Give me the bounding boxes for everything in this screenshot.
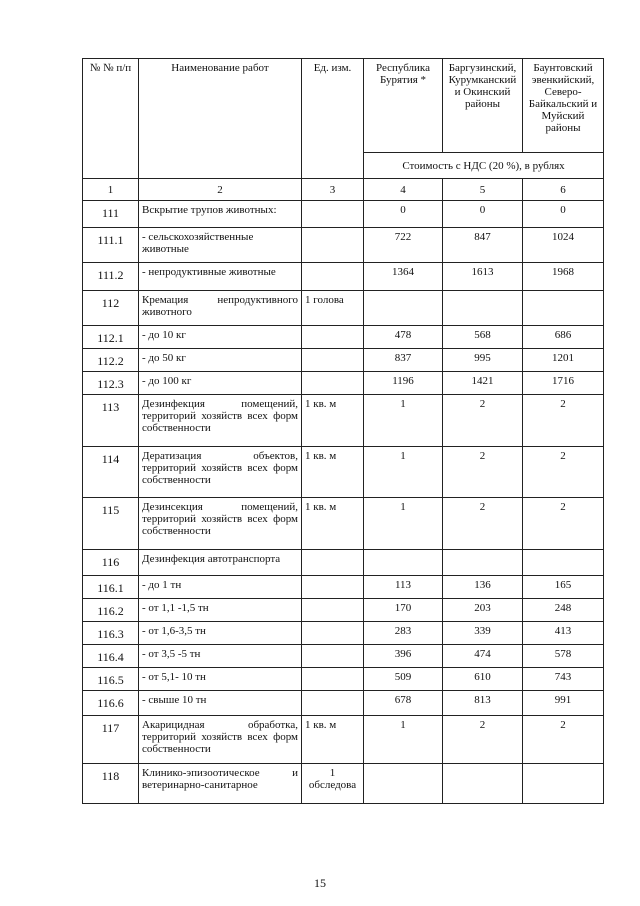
row-unit <box>302 263 364 291</box>
header-col-name: Наименование работ <box>139 59 302 179</box>
row-value-bauntovsky: 2 <box>523 395 604 447</box>
row-unit: 1 кв. м <box>302 395 364 447</box>
row-unit: 1 кв. м <box>302 498 364 550</box>
table-row <box>83 228 604 263</box>
row-value-buryatia: 396 <box>364 645 443 668</box>
row-value-bauntovsky: 991 <box>523 691 604 716</box>
row-code: 118 <box>83 764 139 804</box>
row-name: Клинико-эпизоотическое и ветеринарно-санитарное <box>139 764 302 804</box>
row-name: Кремация непродуктивного животного <box>139 291 302 326</box>
table-row <box>83 498 604 550</box>
row-code: 111.2 <box>83 263 139 291</box>
row-code: 116.1 <box>83 576 139 599</box>
row-value-barguzin <box>443 764 523 804</box>
row-unit <box>302 622 364 645</box>
header-col-unit: Ед. изм. <box>302 59 364 179</box>
row-value-barguzin: 813 <box>443 691 523 716</box>
table-row <box>83 349 604 372</box>
row-value-barguzin <box>443 550 523 576</box>
row-value-bauntovsky: 165 <box>523 576 604 599</box>
index-cell: 4 <box>364 179 443 201</box>
row-unit: 1 обследова <box>302 764 364 804</box>
row-code: 116.5 <box>83 668 139 691</box>
row-value-bauntovsky: 578 <box>523 645 604 668</box>
row-name: Дератизация объектов, территорий хозяйств всех форм собственности <box>139 447 302 498</box>
row-name: Акарицидная обработка, территорий хозяйств всех форм собственности <box>139 716 302 764</box>
row-value-buryatia: 1196 <box>364 372 443 395</box>
row-value-buryatia: 0 <box>364 201 443 228</box>
table-row <box>83 764 604 804</box>
row-value-barguzin: 203 <box>443 599 523 622</box>
header-col-bauntovsky: Баунтовский эвенкийский, Северо-Байкальский и Муйский районы <box>523 59 604 153</box>
table-row <box>83 447 604 498</box>
row-value-barguzin <box>443 291 523 326</box>
row-value-bauntovsky: 686 <box>523 326 604 349</box>
row-code: 116.4 <box>83 645 139 668</box>
table-row <box>83 645 604 668</box>
row-name: Дезинсекция помещений, территорий хозяйств всех форм собственности <box>139 498 302 550</box>
row-name: - от 5,1- 10 тн <box>139 668 302 691</box>
index-cell: 2 <box>139 179 302 201</box>
row-value-buryatia: 1 <box>364 447 443 498</box>
row-value-buryatia: 509 <box>364 668 443 691</box>
row-value-barguzin: 1613 <box>443 263 523 291</box>
row-value-barguzin: 474 <box>443 645 523 668</box>
header-col-buryatia: Республика Бурятия * <box>364 59 443 153</box>
row-value-bauntovsky: 1024 <box>523 228 604 263</box>
row-name: Вскрытие трупов животных: <box>139 201 302 228</box>
table-row <box>83 372 604 395</box>
row-value-buryatia: 113 <box>364 576 443 599</box>
row-value-barguzin: 339 <box>443 622 523 645</box>
row-value-buryatia: 1 <box>364 716 443 764</box>
header-col-number: № № п/п <box>83 59 139 179</box>
row-value-buryatia: 170 <box>364 599 443 622</box>
row-code: 117 <box>83 716 139 764</box>
row-name: - сельскохозяйственные животные <box>139 228 302 263</box>
row-value-buryatia: 1 <box>364 498 443 550</box>
row-code: 116 <box>83 550 139 576</box>
row-value-barguzin: 2 <box>443 716 523 764</box>
row-unit <box>302 576 364 599</box>
header-row <box>83 59 604 153</box>
row-code: 115 <box>83 498 139 550</box>
row-code: 112.3 <box>83 372 139 395</box>
row-value-buryatia: 478 <box>364 326 443 349</box>
table-row <box>83 691 604 716</box>
index-cell: 6 <box>523 179 604 201</box>
row-unit: 1 голова <box>302 291 364 326</box>
row-value-bauntovsky: 2 <box>523 498 604 550</box>
row-value-buryatia <box>364 764 443 804</box>
row-code: 112 <box>83 291 139 326</box>
row-name: Дезинфекция автотранспорта <box>139 550 302 576</box>
row-value-buryatia: 283 <box>364 622 443 645</box>
index-cell: 5 <box>443 179 523 201</box>
table-row <box>83 395 604 447</box>
row-name: Дезинфекция помещений, территорий хозяйств всех форм собственности <box>139 395 302 447</box>
index-cell: 1 <box>83 179 139 201</box>
row-code: 116.2 <box>83 599 139 622</box>
row-name: - до 10 кг <box>139 326 302 349</box>
row-value-barguzin: 1421 <box>443 372 523 395</box>
row-name: - от 1,6-3,5 тн <box>139 622 302 645</box>
table-row <box>83 576 604 599</box>
row-value-buryatia: 678 <box>364 691 443 716</box>
row-value-buryatia: 722 <box>364 228 443 263</box>
row-code: 112.1 <box>83 326 139 349</box>
row-value-barguzin: 610 <box>443 668 523 691</box>
row-unit <box>302 326 364 349</box>
row-code: 111.1 <box>83 228 139 263</box>
row-code: 113 <box>83 395 139 447</box>
row-code: 111 <box>83 201 139 228</box>
row-code: 112.2 <box>83 349 139 372</box>
row-value-bauntovsky: 248 <box>523 599 604 622</box>
row-unit <box>302 645 364 668</box>
table-row <box>83 201 604 228</box>
price-caption: Стоимость с НДС (20 %), в рублях <box>364 153 604 179</box>
row-value-buryatia: 1 <box>364 395 443 447</box>
table-row <box>83 599 604 622</box>
row-value-buryatia <box>364 291 443 326</box>
row-unit <box>302 550 364 576</box>
table-row <box>83 550 604 576</box>
row-name: - до 50 кг <box>139 349 302 372</box>
row-unit <box>302 668 364 691</box>
row-unit <box>302 691 364 716</box>
row-value-barguzin: 2 <box>443 498 523 550</box>
row-value-barguzin: 847 <box>443 228 523 263</box>
row-name: - непродуктивные животные <box>139 263 302 291</box>
price-table <box>82 58 604 804</box>
row-name: - до 1 тн <box>139 576 302 599</box>
row-value-barguzin: 568 <box>443 326 523 349</box>
row-name: - от 1,1 -1,5 тн <box>139 599 302 622</box>
row-value-bauntovsky: 2 <box>523 447 604 498</box>
table-row <box>83 263 604 291</box>
row-value-bauntovsky <box>523 764 604 804</box>
row-value-buryatia <box>364 550 443 576</box>
row-value-bauntovsky <box>523 291 604 326</box>
row-code: 116.6 <box>83 691 139 716</box>
row-value-bauntovsky: 1201 <box>523 349 604 372</box>
row-value-bauntovsky: 743 <box>523 668 604 691</box>
row-value-bauntovsky: 1968 <box>523 263 604 291</box>
row-name: - свыше 10 тн <box>139 691 302 716</box>
row-unit <box>302 201 364 228</box>
row-name: - от 3,5 -5 тн <box>139 645 302 668</box>
row-unit <box>302 228 364 263</box>
row-value-bauntovsky: 0 <box>523 201 604 228</box>
row-value-buryatia: 837 <box>364 349 443 372</box>
row-name: - до 100 кг <box>139 372 302 395</box>
page-number: 15 <box>314 876 326 890</box>
table-row <box>83 622 604 645</box>
row-unit <box>302 372 364 395</box>
row-unit: 1 кв. м <box>302 716 364 764</box>
row-value-barguzin: 995 <box>443 349 523 372</box>
table-row <box>83 326 604 349</box>
row-code: 114 <box>83 447 139 498</box>
row-value-buryatia: 1364 <box>364 263 443 291</box>
row-value-bauntovsky: 1716 <box>523 372 604 395</box>
row-value-bauntovsky: 2 <box>523 716 604 764</box>
row-unit <box>302 349 364 372</box>
row-value-bauntovsky <box>523 550 604 576</box>
header-col-barguzin: Баргузинский, Курумканский и Окинский районы <box>443 59 523 153</box>
index-cell: 3 <box>302 179 364 201</box>
row-value-bauntovsky: 413 <box>523 622 604 645</box>
row-value-barguzin: 2 <box>443 447 523 498</box>
row-value-barguzin: 2 <box>443 395 523 447</box>
row-code: 116.3 <box>83 622 139 645</box>
row-unit <box>302 599 364 622</box>
row-value-barguzin: 136 <box>443 576 523 599</box>
table-row <box>83 291 604 326</box>
row-unit: 1 кв. м <box>302 447 364 498</box>
row-value-barguzin: 0 <box>443 201 523 228</box>
table-row <box>83 716 604 764</box>
index-row <box>83 179 604 201</box>
table-row <box>83 668 604 691</box>
